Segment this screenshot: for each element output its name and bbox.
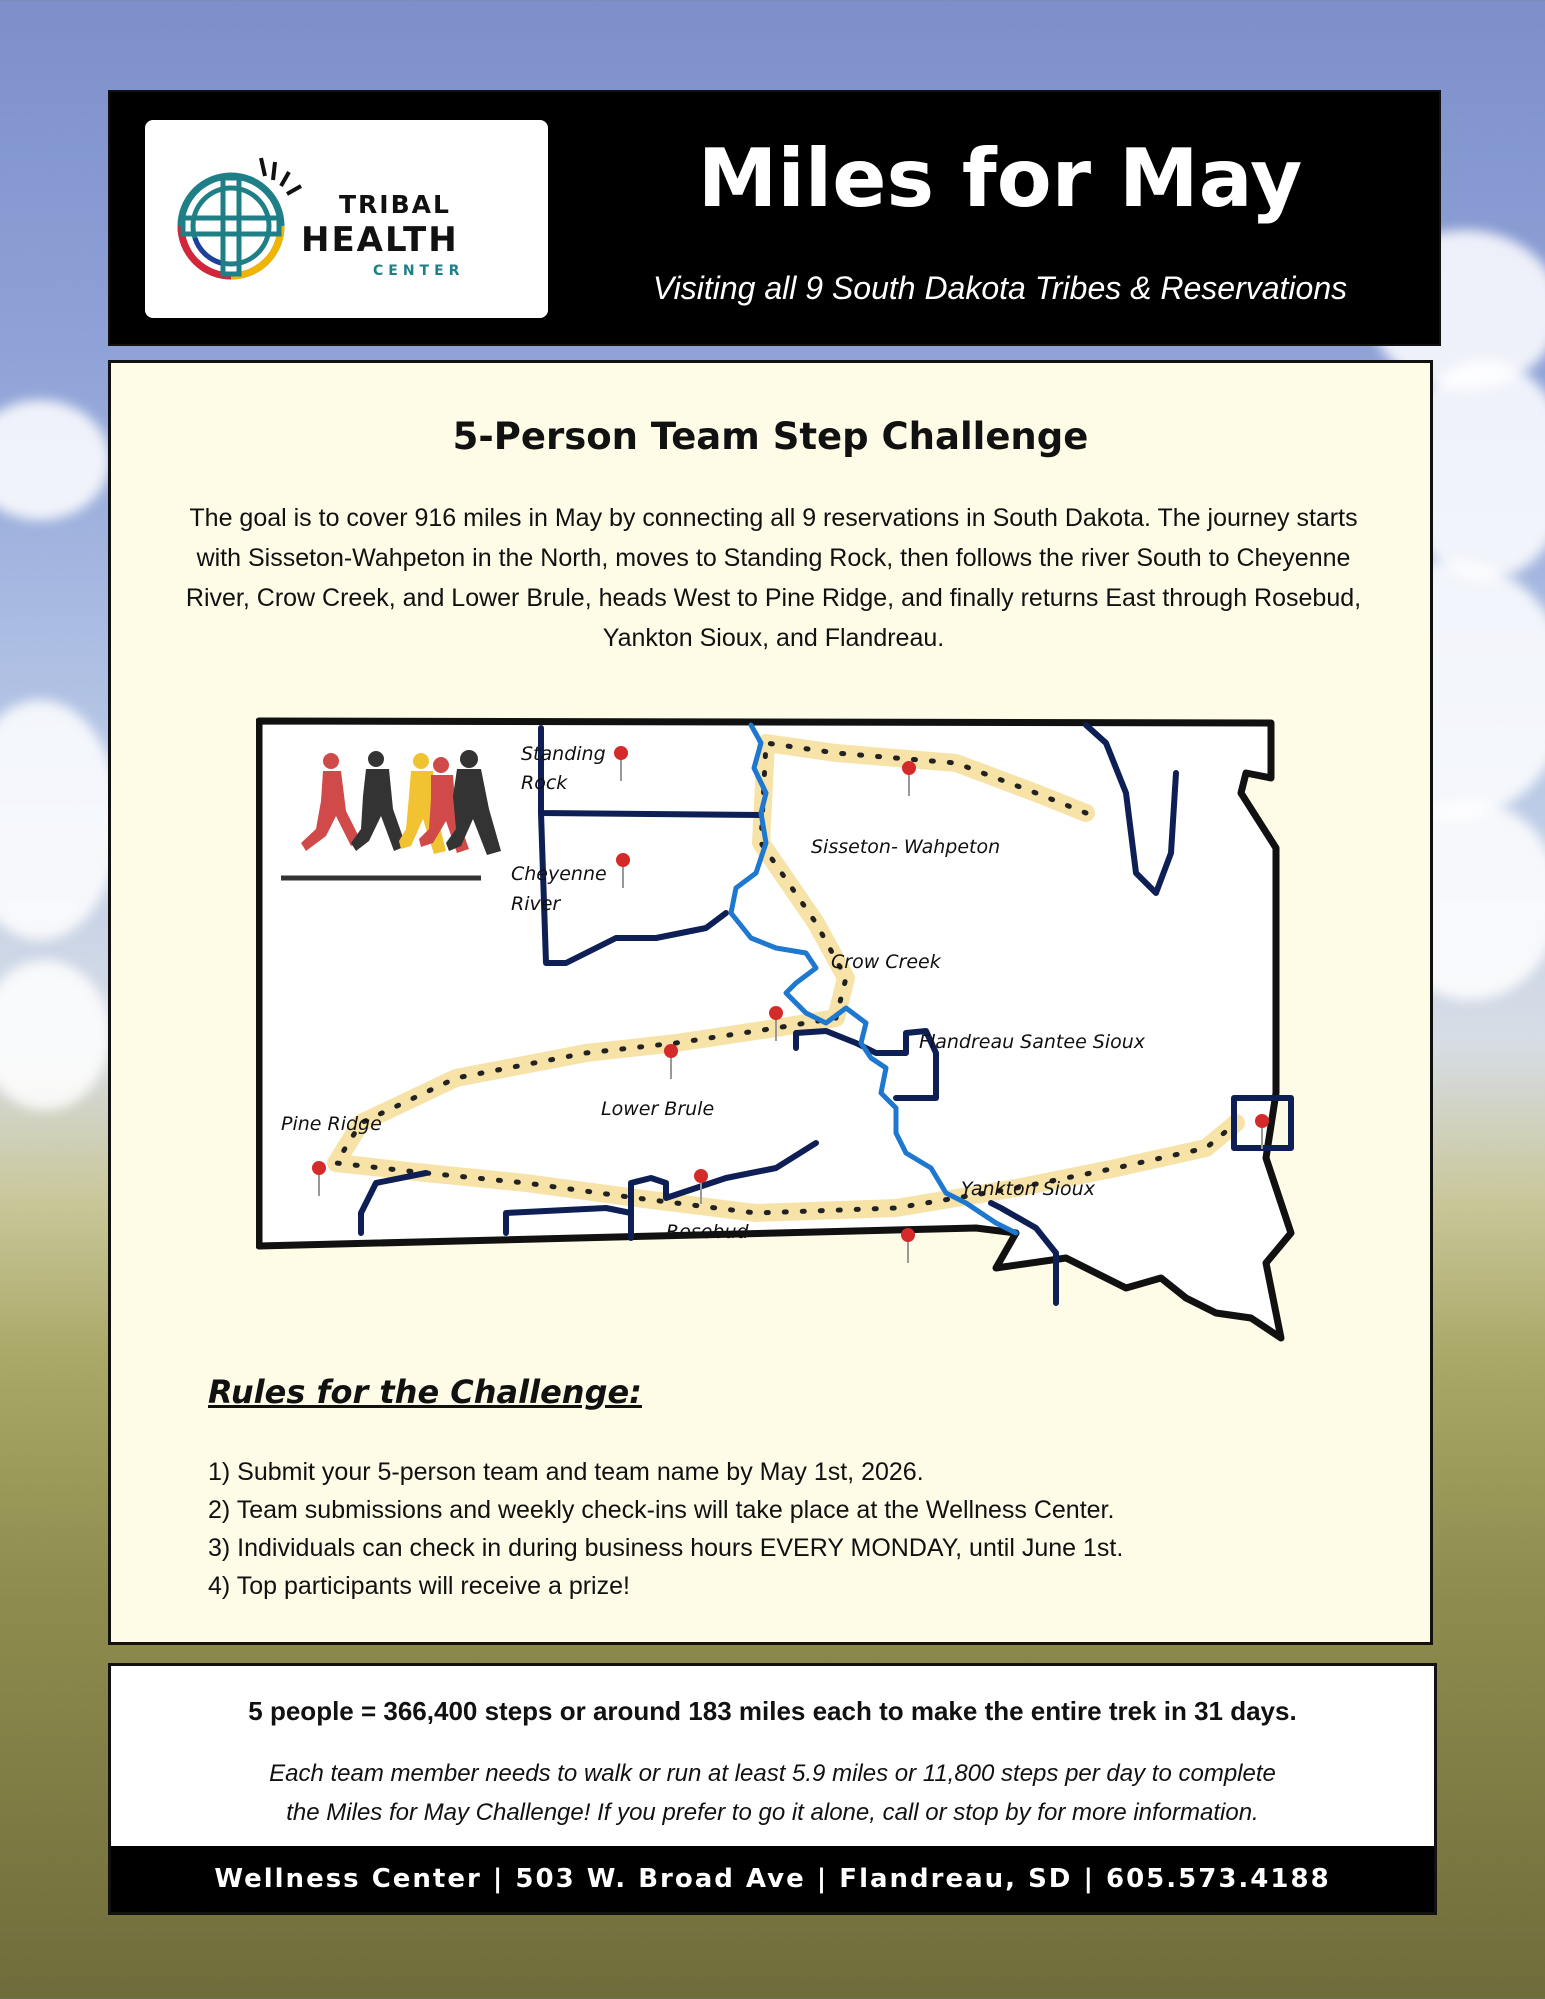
challenge-panel: [108, 360, 1433, 1645]
logo: [145, 120, 548, 318]
logo-text-center: CENTER: [373, 263, 465, 279]
steps-info-box: [108, 1663, 1437, 1915]
map-label-standing-rock: Standing: [521, 743, 606, 765]
map-label-sisseton: Sisseton- Wahpeton: [811, 836, 1001, 858]
page-title: Miles for May: [697, 132, 1303, 225]
map-label-pine-ridge: Pine Ridge: [281, 1113, 382, 1135]
logo-text-health: HEALTH: [301, 220, 459, 260]
rule-item: 4) Top participants will receive a prize!: [208, 1572, 630, 1600]
steps-detail-line-1: Each team member needs to walk or run at least 5.9 miles or 11,800 steps per day to complete: [269, 1760, 1276, 1787]
page-subtitle: Visiting all 9 South Dakota Tribes & Reservations: [652, 270, 1348, 306]
rule-item: 1) Submit your 5-person team and team name by May 1st, 2026.: [208, 1458, 924, 1486]
map-label-lower-brule: Lower Brule: [601, 1098, 715, 1120]
tribal-health-logo-icon: [173, 154, 313, 284]
map-label-yankton-sioux: Yankton Sioux: [961, 1178, 1095, 1200]
header-banner: [108, 90, 1441, 346]
rule-item: 3) Individuals can check in during business hours EVERY MONDAY, until June 1st.: [208, 1534, 1124, 1562]
contact-footer: Wellness Center | 503 W. Broad Ave | Flandreau, SD | 605.573.4188: [111, 1846, 1434, 1912]
logo-text-tribal: TRIBAL: [339, 190, 451, 219]
steps-detail-line-2: the Miles for May Challenge! If you prefer to go it alone, call or stop by for more information.: [286, 1799, 1259, 1826]
rules-list: [208, 1453, 1123, 1605]
challenge-title: 5-Person Team Step Challenge: [452, 415, 1089, 458]
map-label-crow-creek: Crow Creek: [831, 951, 941, 973]
map-label-cheyenne-river: Cheyenne: [511, 863, 607, 885]
map-label-standing-rock-2: Rock: [521, 772, 568, 794]
south-dakota-route-map: [256, 713, 1406, 1363]
rule-item: 2) Team submissions and weekly check-ins will take place at the Wellness Center.: [208, 1496, 1115, 1524]
steps-headline: 5 people = 366,400 steps or around 183 miles each to make the entire trek in 31 days.: [248, 1696, 1297, 1726]
map-label-rosebud: Rosebud: [666, 1221, 749, 1243]
challenge-intro: The goal is to cover 916 miles in May by connecting all 9 reservations in South Dakota. The journey starts with Sisseton-Wahpeton in the North, moves to Standing Rock, then follows the river South to Cheyenne River, Crow Creek, and Lower Brule, heads West to Pine Ridge, and finally returns East through Rosebud, Yankton Sioux, and Flandreau.: [185, 504, 1362, 652]
rules-title: Rules for the Challenge:: [208, 1373, 642, 1411]
map-label-cheyenne-river-2: River: [511, 893, 561, 915]
map-label-flandreau: Flandreau Santee Sioux: [919, 1031, 1146, 1053]
steps-detail: [161, 1754, 1384, 1832]
